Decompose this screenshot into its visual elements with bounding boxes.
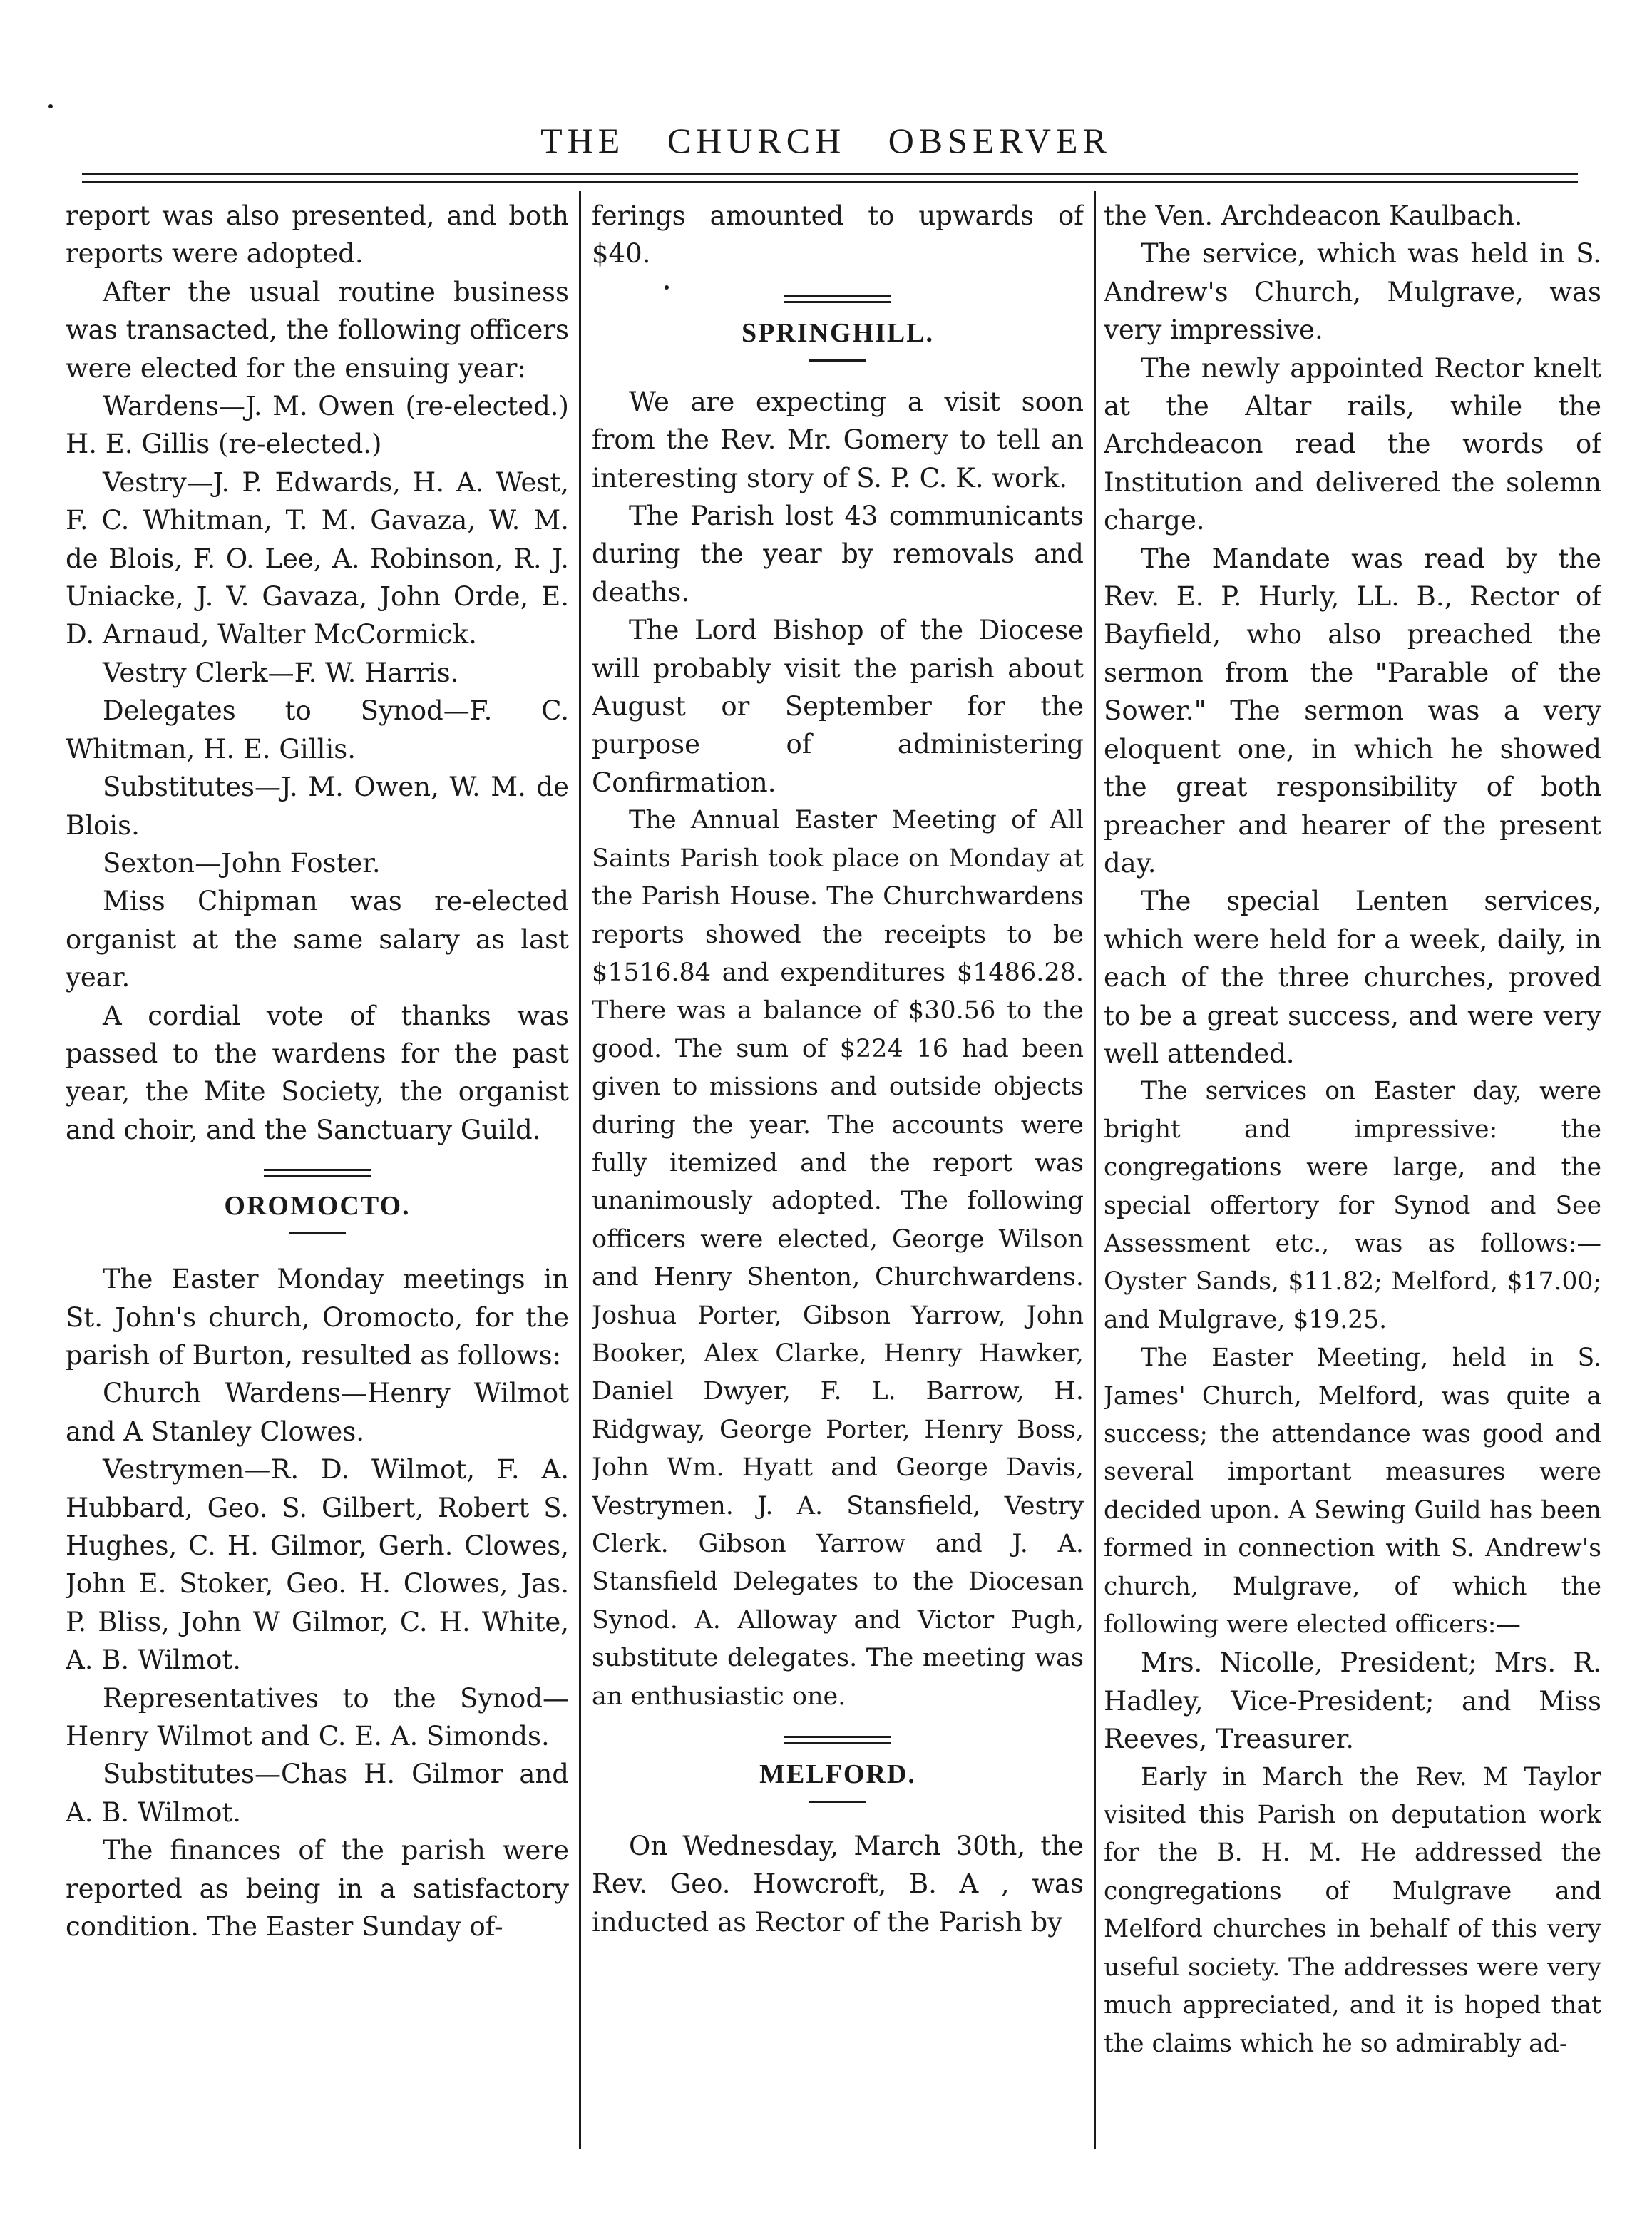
paragraph: Mrs. Nicolle, President; Mrs. R. Hadley, Vice-President; and Miss Reeves, Treasurer. [1104,1647,1601,1755]
paragraph: The special Lenten services, which were held for a week, daily, in each of the three churches, proved to be a great success, and were very well attended. [1104,886,1601,1069]
column-3 [1104,197,1601,2151]
section-heading-oromocto: OROMOCTO. [224,1191,411,1222]
paragraph: the Ven. Archdeacon Kaulbach. [1104,200,1523,231]
paragraph: Miss Chipman was re-elected organist at the same salary as last year. [66,886,569,993]
masthead-rule-thick [82,173,1578,175]
section-divider-double [784,1736,891,1744]
paragraph: Vestry Clerk—F. W. Harris. [103,657,459,688]
paragraph: Church Wardens—Henry Wilmot and A Stanley Clowes. [66,1378,569,1447]
paragraph: Wardens—J. M. Owen (re-elected.) H. E. Gillis (re-elected.) [66,391,569,460]
paragraph: Representatives to the Synod—Henry Wilmot and C. E. A. Simonds. [66,1682,569,1752]
paragraph: The Easter Meeting, held in S. James' Church, Melford, was quite a success; the attendance was good and several important measures were decided upon. A Sewing Guild has been formed in connection with S. Andrew's church, Mulgrave, of which the following were elected officers:— [1104,1344,1601,1640]
column-divider-right [1094,191,1096,2149]
print-speck [48,104,53,108]
section-heading-melford: MELFORD. [759,1759,916,1790]
paragraph: A cordial vote of thanks was passed to the wardens for the past year, the Mite Society, the organist and choir, and the Sanctuary Guild. [66,1000,569,1145]
paragraph: The Mandate was read by the Rev. E. P. Hurly, LL. B., Rector of Bayfield, who also preached the sermon from the "Parable of the Sower." The sermon was a very eloquent one, in which he showed the great responsibility of both preacher and hearer of the present day. [1104,543,1601,879]
paragraph: Delegates to Synod—F. C. Whitman, H. E. Gillis. [66,695,569,764]
paragraph: We are expecting a visit soon from the Rev. Mr. Gomery to tell an interesting story of S. P. C. K. work. [592,386,1084,493]
paragraph: The Parish lost 43 communicants during the year by removals and deaths. [592,501,1084,608]
masthead-rule-thin [82,181,1578,183]
paragraph: The service, which was held in S. Andrew's Church, Mulgrave, was very impressive. [1104,238,1601,346]
column-1 [66,197,569,2151]
paragraph: The Annual Easter Meeting of All Saints Parish took place on Monday at the Parish House. The Churchwardens reports showed the receipts to be $1516.84 and expenditures $1486.28. There was a balance of $30.56 to the good. The sum of $224 16 had been given to missions and outside objects during the year. The accounts were fully itemized and the report was unanimously adopted. The following officers were elected, George Wilson and Henry Shenton, Churchwardens. Joshua Porter, Gibson Yarrow, John Booker, Alex Clarke, Henry Hawker, Daniel Dwyer, F. L. Barrow, H. Ridgway, George Porter, Henry Boss, John Wm. Hyatt and George Davis, Vestrymen. J. A. Stansfield, Vestry Clerk. Gibson Yarrow and J. A. Stansfield Delegates to the Diocesan Synod. A. Alloway and Victor Pugh, substitute delegates. The meeting was an enthusiastic one. [592,806,1084,1711]
column-2 [592,197,1084,2151]
section-heading-springhill: SPRINGHILL. [741,317,935,348]
paragraph: Substitutes—J. M. Owen, W. M. de Blois. [66,772,569,841]
paragraph: The newly appointed Rector knelt at the Altar rails, while the Archdeacon read the words of Institution and delivered the solemn charge. [1104,352,1601,536]
paragraph: On Wednesday, March 30th, the Rev. Geo. Howcroft, B. A , was inducted as Rector of the Parish by [592,1831,1084,1938]
paragraph: The Lord Bishop of the Diocese will probably visit the parish about August or September for the purpose of administering Confirmation. [592,615,1084,798]
paragraph: The finances of the parish were reported as being in a satisfactory condition. The Easter Sunday of- [66,1835,569,1943]
paragraph: Vestry—J. P. Edwards, H. A. West, F. C. Whitman, T. M. Gavaza, W. M. de Blois, F. O. Lee, A. Robinson, R. J. Uniacke, J. V. Gavaza, John Orde, E. D. Arnaud, Walter McCormick. [66,466,569,650]
paragraph: The services on Easter day, were bright and impressive: the congregations were large, and the special offertory for Synod and See Assessment etc., was as follows:—Oyster Sands, $11.82; Melford, $17.00; and Mulgrave, $19.25. [1104,1077,1601,1334]
paragraph: After the usual routine business was transacted, the following officers were elected for the ensuing year: [66,276,569,384]
masthead-title: THE CHURCH OBSERVER [540,121,1112,160]
paragraph: report was also presented, and both reports were adopted. [66,200,569,270]
section-divider-double [784,295,891,303]
column-divider-left [579,191,581,2149]
paragraph: Sexton—John Foster. [103,847,381,879]
paragraph: Vestrymen—R. D. Wilmot, F. A. Hubbard, Geo. S. Gilbert, Robert S. Hughes, C. H. Gilmor, Gerh. Clowes, John E. Stoker, Geo. H. Clowes, Jas. P. Bliss, John W Gilmor, C. H. White, A. B. Wilmot. [66,1454,569,1676]
paragraph: ferings amounted to upwards of $40. [592,200,1084,270]
paragraph: Early in March the Rev. M Taylor visited this Parish on deputation work for the B. H. M. He addressed the congregations of Mulgrave and Melford churches in behalf of this very useful society. The addresses were very much appreciated, and it is hoped that the claims which he so admirably ad- [1104,1762,1601,2058]
paragraph: The Easter Monday meetings in St. John's church, Oromocto, for the parish of Burton, resulted as follows: [66,1264,569,1371]
paragraph: Substitutes—Chas H. Gilmor and A. B. Wilmot. [66,1759,569,1828]
section-divider-double [264,1169,371,1177]
